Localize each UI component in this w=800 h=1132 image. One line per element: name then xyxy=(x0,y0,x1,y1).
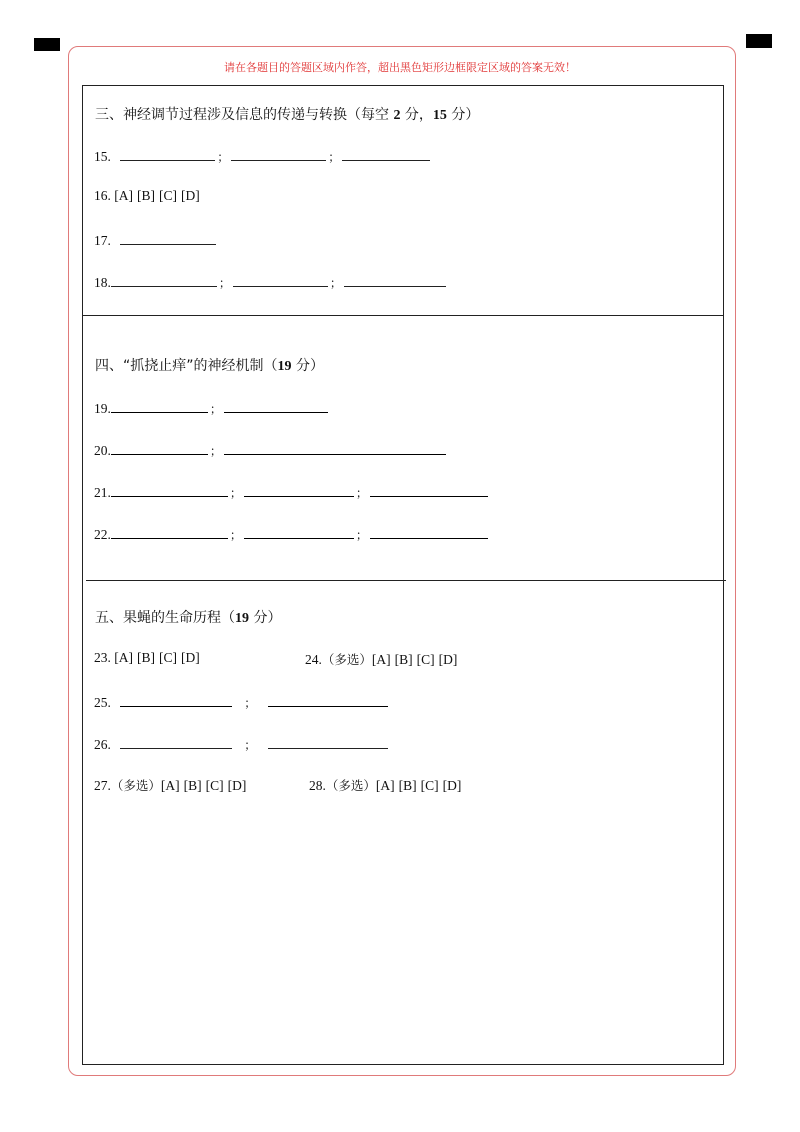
answer-blank-22-2[interactable] xyxy=(244,524,354,539)
question-number: 18. xyxy=(94,275,111,290)
question-number: 23. xyxy=(94,650,111,665)
option-c[interactable]: [C] xyxy=(205,778,224,793)
option-a[interactable]: [A] xyxy=(375,778,395,793)
answer-blank-18-2[interactable] xyxy=(233,272,328,287)
question-number: 15. xyxy=(94,149,111,164)
option-a[interactable]: [A] xyxy=(371,652,391,667)
question-20 xyxy=(94,440,446,459)
answer-blank-22-3[interactable] xyxy=(370,524,488,539)
answer-blank-21-3[interactable] xyxy=(370,482,488,497)
question-24 xyxy=(305,650,461,668)
separator: ； xyxy=(229,486,242,500)
separator: ； xyxy=(209,444,222,458)
registration-mark-left xyxy=(34,38,60,51)
option-c[interactable]: [C] xyxy=(420,778,439,793)
option-b[interactable]: [B] xyxy=(394,652,413,667)
option-d[interactable]: [D] xyxy=(181,650,200,665)
question-number: 19. xyxy=(94,401,111,416)
multi-select-label: （多选） xyxy=(110,778,161,793)
section-3-title: 三、神经调节过程涉及信息的传递与转换（每空 2 分，15 分） xyxy=(95,107,480,123)
question-15 xyxy=(94,146,430,165)
answer-blank-21-2[interactable] xyxy=(244,482,354,497)
question-21 xyxy=(94,482,488,501)
question-26 xyxy=(94,734,388,753)
question-23 xyxy=(94,650,204,666)
question-number: 21. xyxy=(94,485,111,500)
separator: ； xyxy=(244,738,257,752)
answer-blank-18-1[interactable] xyxy=(111,272,217,287)
answer-blank-20-1[interactable] xyxy=(111,440,208,455)
multi-select-label: （多选） xyxy=(321,652,372,667)
separator: ； xyxy=(328,150,341,164)
question-22 xyxy=(94,524,488,543)
question-number: 24. xyxy=(305,652,322,667)
separator: ； xyxy=(229,528,242,542)
answer-notice: 请在各题目的答题区域内作答，超出黑色矩形边框限定区域的答案无效！ xyxy=(224,61,576,74)
answer-blank-15-2[interactable] xyxy=(231,146,326,161)
answer-blank-25-2[interactable] xyxy=(268,692,388,707)
section-4-title: 四、“抓挠止痒”的神经机制（19 分） xyxy=(95,358,324,374)
separator: ； xyxy=(355,486,368,500)
section-divider-1 xyxy=(82,315,724,316)
option-d[interactable]: [D] xyxy=(442,778,462,793)
option-d[interactable]: [D] xyxy=(227,778,247,793)
option-b[interactable]: [B] xyxy=(137,650,155,665)
answer-blank-26-2[interactable] xyxy=(268,734,388,749)
option-d[interactable]: [D] xyxy=(181,188,200,203)
answer-blank-15-1[interactable] xyxy=(120,146,215,161)
question-number: 17. xyxy=(94,233,111,248)
question-27 xyxy=(94,776,250,794)
registration-mark-right xyxy=(746,34,772,48)
option-b[interactable]: [B] xyxy=(398,778,417,793)
option-d[interactable]: [D] xyxy=(438,652,458,667)
section-divider-2 xyxy=(86,580,726,581)
option-b[interactable]: [B] xyxy=(183,778,202,793)
question-17 xyxy=(94,230,216,249)
question-25 xyxy=(94,692,388,711)
question-16 xyxy=(94,188,204,204)
question-number: 28. xyxy=(309,778,326,793)
option-b[interactable]: [B] xyxy=(137,188,155,203)
answer-blank-21-1[interactable] xyxy=(111,482,228,497)
multi-select-label: （多选） xyxy=(325,778,376,793)
answer-blank-15-3[interactable] xyxy=(342,146,430,161)
section-5-title: 五、果蝇的生命历程（19 分） xyxy=(95,610,282,626)
question-number: 16. xyxy=(94,188,111,203)
question-18 xyxy=(94,272,446,291)
question-number: 25. xyxy=(94,695,111,710)
question-number: 20. xyxy=(94,443,111,458)
answer-blank-17-1[interactable] xyxy=(120,230,216,245)
answer-blank-18-3[interactable] xyxy=(344,272,446,287)
answer-blank-19-1[interactable] xyxy=(111,398,208,413)
separator: ； xyxy=(209,402,222,416)
question-number: 27. xyxy=(94,778,111,793)
option-c[interactable]: [C] xyxy=(416,652,435,667)
option-a[interactable]: [A] xyxy=(114,650,133,665)
question-28 xyxy=(309,776,465,794)
answer-blank-19-2[interactable] xyxy=(224,398,328,413)
separator: ； xyxy=(218,276,231,290)
question-19 xyxy=(94,398,328,417)
separator: ； xyxy=(217,150,230,164)
answer-blank-25-1[interactable] xyxy=(120,692,232,707)
question-number: 22. xyxy=(94,527,111,542)
option-a[interactable]: [A] xyxy=(114,188,133,203)
question-number: 26. xyxy=(94,737,111,752)
answer-blank-20-2[interactable] xyxy=(224,440,446,455)
separator: ； xyxy=(355,528,368,542)
option-a[interactable]: [A] xyxy=(160,778,180,793)
separator: ； xyxy=(329,276,342,290)
option-c[interactable]: [C] xyxy=(159,650,177,665)
answer-blank-26-1[interactable] xyxy=(120,734,232,749)
separator: ； xyxy=(244,696,257,710)
answer-blank-22-1[interactable] xyxy=(111,524,228,539)
option-c[interactable]: [C] xyxy=(159,188,177,203)
